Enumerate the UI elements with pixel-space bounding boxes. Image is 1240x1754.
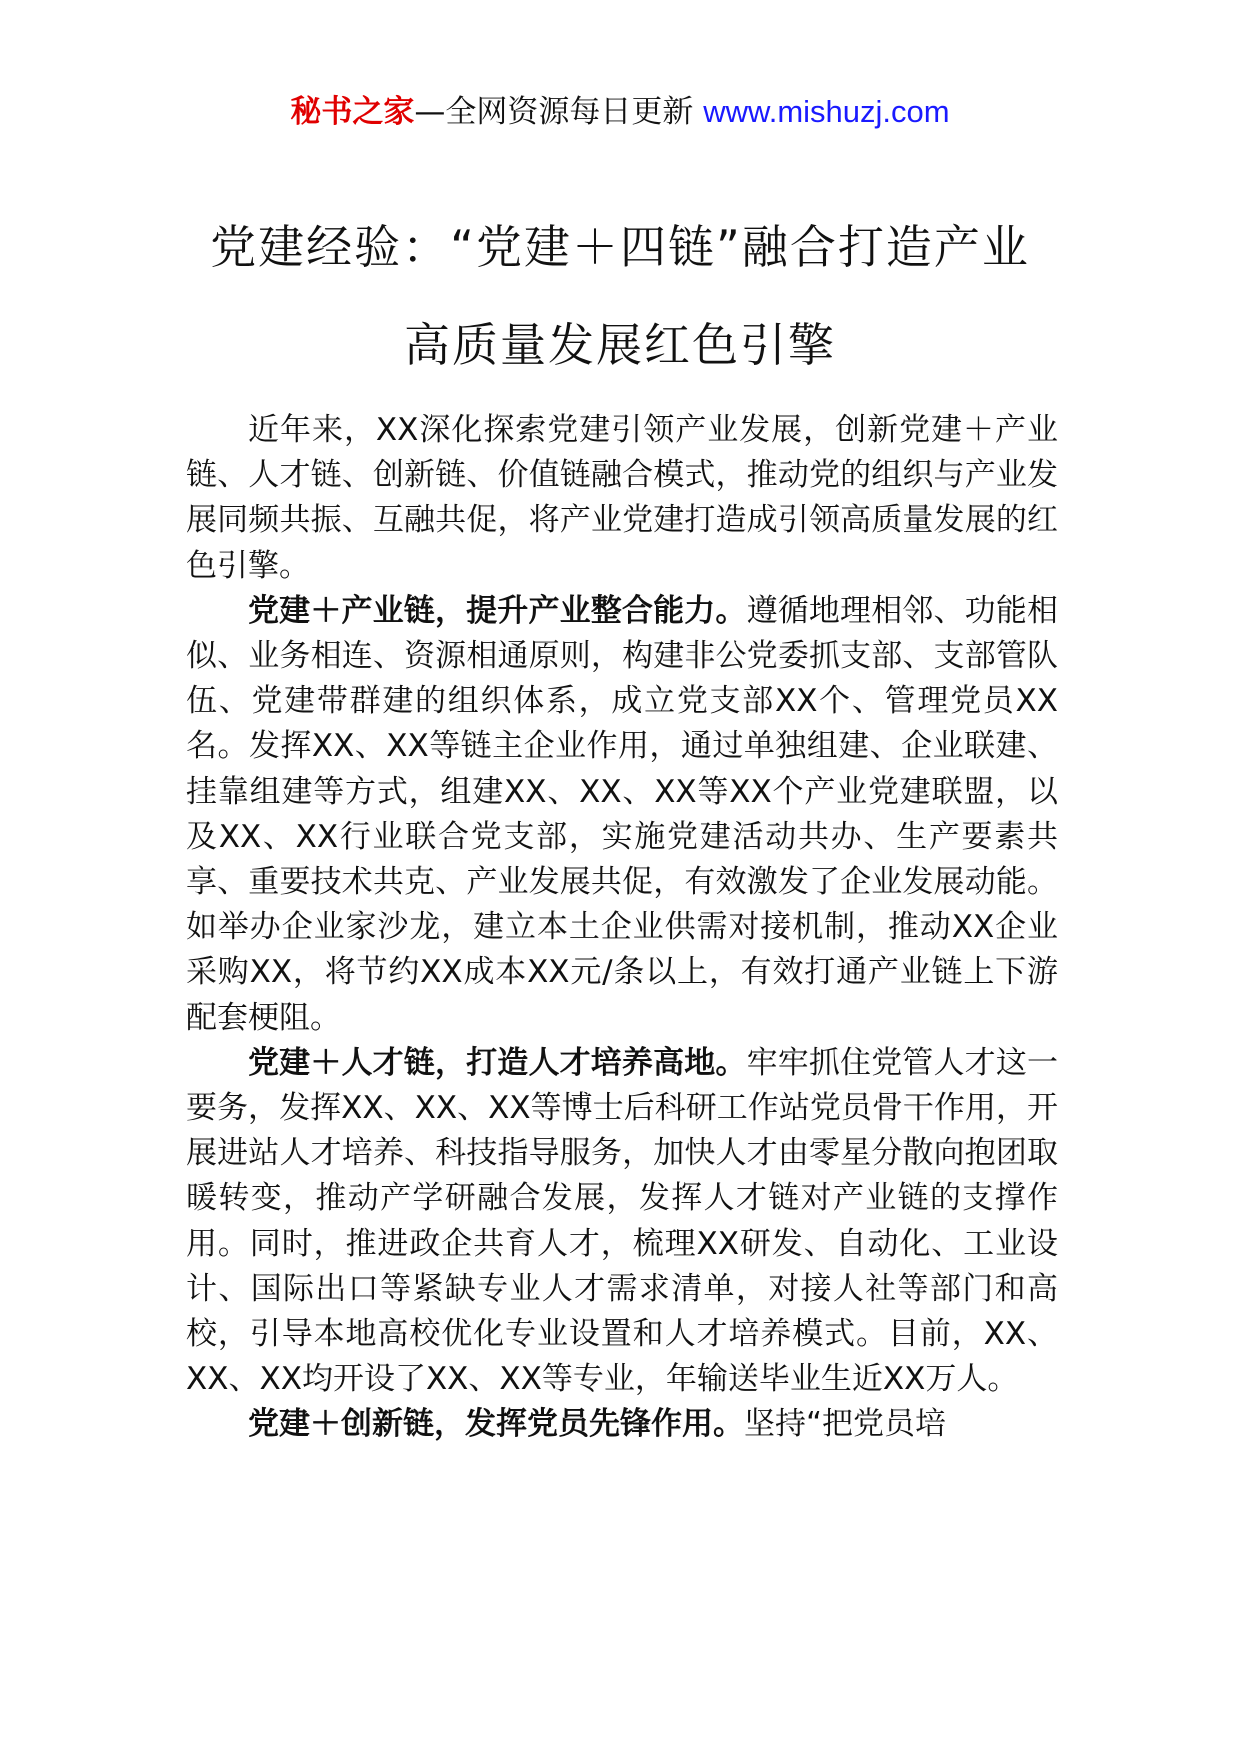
paragraph-text: 坚持“把党员培 xyxy=(744,1406,947,1443)
title-line-1: 党建经验：“党建＋四链”融合打造产业 xyxy=(210,220,1030,274)
paragraph-text: 近年来，XX深化探索党建引领产业发展，创新党建＋产业链、人才链、创新链、价值链融合模式，推动党的组织与产业发展同频共振、互融共促，将产业党建打造成引领高质量发展的红色引擎。 xyxy=(186,412,1058,584)
paragraph-lead: 党建＋产业链，提升产业整合能力。 xyxy=(248,592,747,629)
paragraph-lead: 党建＋人才链，打造人才培养高地。 xyxy=(248,1044,747,1081)
site-brand: 秘书之家 xyxy=(290,94,415,130)
paragraph-lead: 党建＋创新链，发挥党员先锋作用。 xyxy=(248,1406,744,1443)
title-line-2: 高质量发展红色引擎 xyxy=(404,318,836,372)
document-title xyxy=(150,198,1090,394)
document-body xyxy=(186,408,1058,1448)
paragraph-intro xyxy=(186,408,1058,589)
paragraph-innovation-chain xyxy=(186,1402,1058,1447)
site-slogan: —全网资源每日更新 xyxy=(414,94,704,130)
site-url-link[interactable]: www.mishuzj.com xyxy=(703,94,950,129)
paragraph-industry-chain xyxy=(186,589,1058,1041)
paragraph-text: 遵循地理相邻、功能相似、业务相连、资源相通原则，构建非公党委抓支部、支部管队伍、党建带群建的组织体系，成立党支部XX个、管理党员XX名。发挥XX、XX等链主企业作用，通过单独组建、企业联建、挂靠组建等方式，组建XX、XX、XX等XX个产业党建联盟，以及XX、XX行业联合党支部，实施党建活动共办、生产要素共享、重要技术共克、产业发展共促，有效激发了企业发展动能。如举办企业家沙龙，建立本土企业供需对接机制，推动XX企业采购XX，将节约XX成本XX元/条以上，有效打通产业链上下游配套梗阻。 xyxy=(186,592,1059,1036)
paragraph-talent-chain xyxy=(186,1041,1058,1403)
paragraph-text: 牢牢抓住党管人才这一要务，发挥XX、XX、XX等博士后科研工作站党员骨干作用，开展进站人才培养、科技指导服务，加快人才由零星分散向抱团取暖转变，推动产学研融合发展，发挥人才链对产业链的支撑作用。同时，推进政企共育人才，梳理XX研发、自动化、工业设计、国际出口等紧缺专业人才需求清单，对接人社等部门和高校，引导本地高校优化专业设置和人才培养模式。目前，XX、XX、XX均开设了XX、XX等专业，年输送毕业生近XX万人。 xyxy=(186,1044,1059,1398)
site-header xyxy=(0,92,1240,132)
